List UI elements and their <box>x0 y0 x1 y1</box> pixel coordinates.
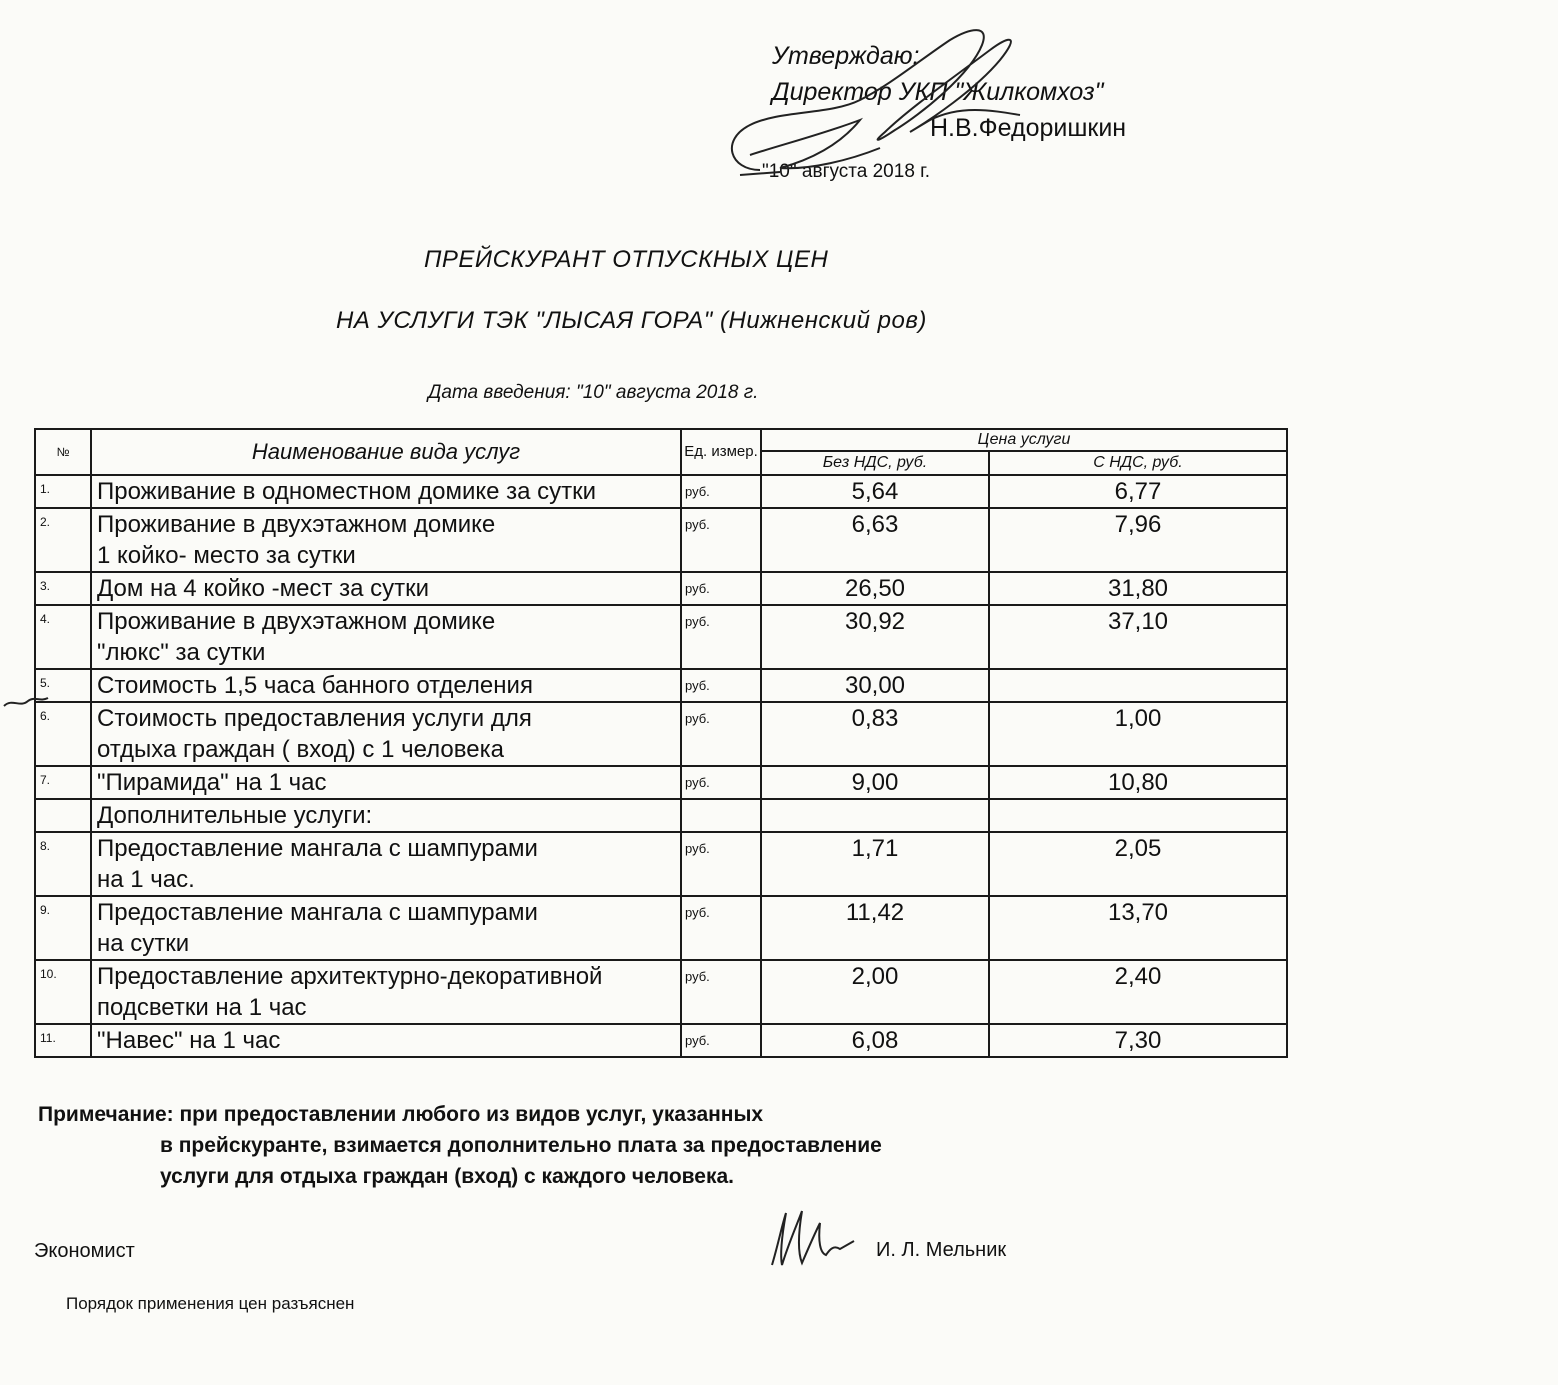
row-with-vat: 10,80 <box>989 766 1287 799</box>
table-row-section <box>35 799 1287 832</box>
row-unit <box>681 799 761 832</box>
row-with-vat: 2,40 <box>989 960 1287 1024</box>
row-no-vat: 5,64 <box>761 475 989 508</box>
table-row <box>35 832 1287 896</box>
row-with-vat: 13,70 <box>989 896 1287 960</box>
economist-signature <box>768 1205 868 1275</box>
table-row <box>35 508 1287 572</box>
explained-note: Порядок применения цен разъяснен <box>66 1294 355 1313</box>
row-unit: руб. <box>681 605 761 669</box>
note-line-3: услуги для отдыха граждан (вход) с каждого человека. <box>160 1165 735 1188</box>
row-name: Проживание в одноместном домике за сутки <box>91 475 681 508</box>
row-num: 9. <box>35 896 91 960</box>
row-no-vat <box>761 799 989 832</box>
row-num: 5. <box>35 669 91 702</box>
row-unit: руб. <box>681 766 761 799</box>
row-name: Дом на 4 койко -мест за сутки <box>91 572 681 605</box>
row-unit: руб. <box>681 896 761 960</box>
page-title: ПРЕЙСКУРАНТ ОТПУСКНЫХ ЦЕН <box>424 246 829 273</box>
row-with-vat: 2,05 <box>989 832 1287 896</box>
row-unit: руб. <box>681 475 761 508</box>
header-num: № <box>35 429 91 475</box>
row-unit: руб. <box>681 508 761 572</box>
row-with-vat: 6,77 <box>989 475 1287 508</box>
row-no-vat: 2,00 <box>761 960 989 1024</box>
table-row <box>35 572 1287 605</box>
table-row <box>35 960 1287 1024</box>
hand-mark <box>2 692 52 712</box>
row-unit: руб. <box>681 1024 761 1057</box>
row-no-vat: 11,42 <box>761 896 989 960</box>
row-with-vat <box>989 799 1287 832</box>
table-row <box>35 896 1287 960</box>
economist-label: Экономист <box>34 1240 135 1262</box>
row-with-vat: 37,10 <box>989 605 1287 669</box>
row-num <box>35 799 91 832</box>
director-signature <box>720 20 1040 190</box>
row-with-vat: 7,96 <box>989 508 1287 572</box>
note-line-1: Примечание: при предоставлении любого из видов услуг, указанных <box>38 1103 764 1126</box>
row-no-vat: 30,92 <box>761 605 989 669</box>
row-unit: руб. <box>681 702 761 766</box>
row-num: 8. <box>35 832 91 896</box>
row-with-vat: 7,30 <box>989 1024 1287 1057</box>
row-num: 7. <box>35 766 91 799</box>
table-row <box>35 605 1287 669</box>
row-no-vat: 6,63 <box>761 508 989 572</box>
row-num: 2. <box>35 508 91 572</box>
header-unit: Ед. измер. <box>681 429 761 475</box>
approval-line-3: Н.В.Федоришкин <box>930 114 1127 142</box>
row-with-vat <box>989 669 1287 702</box>
row-name: Проживание в двухэтажном домике 1 койко- место за сутки <box>91 508 681 572</box>
header-name: Наименование вида услуг <box>91 429 681 475</box>
row-with-vat: 1,00 <box>989 702 1287 766</box>
row-with-vat: 31,80 <box>989 572 1287 605</box>
row-name: Дополнительные услуги: <box>91 799 681 832</box>
note-line-2: в прейскуранте, взимается дополнительно плата за предоставление <box>160 1134 882 1157</box>
approval-line-2: Директор УКП "Жилкомхоз" <box>772 78 1104 106</box>
price-table <box>34 428 1288 1058</box>
row-no-vat: 9,00 <box>761 766 989 799</box>
header-no-vat: Без НДС, руб. <box>761 451 989 475</box>
header-price: Цена услуги <box>761 429 1287 451</box>
table-row <box>35 475 1287 508</box>
row-no-vat: 0,83 <box>761 702 989 766</box>
row-unit: руб. <box>681 960 761 1024</box>
approval-date: "10" августа 2018 г. <box>762 161 931 182</box>
row-name: "Навес" на 1 час <box>91 1024 681 1057</box>
row-unit: руб. <box>681 669 761 702</box>
row-num: 3. <box>35 572 91 605</box>
table-row <box>35 702 1287 766</box>
row-num: 6. <box>35 702 91 766</box>
table-row <box>35 669 1287 702</box>
row-num: 11. <box>35 1024 91 1057</box>
row-name: "Пирамида" на 1 час <box>91 766 681 799</box>
page-subtitle: НА УСЛУГИ ТЭК "ЛЫСАЯ ГОРА" (Нижненский ров) <box>336 307 927 334</box>
economist-name: И. Л. Мельник <box>876 1239 1007 1261</box>
row-num: 4. <box>35 605 91 669</box>
row-name: Стоимость 1,5 часа банного отделения <box>91 669 681 702</box>
row-name: Предоставление мангала с шампурами на сутки <box>91 896 681 960</box>
table-row <box>35 766 1287 799</box>
row-no-vat: 26,50 <box>761 572 989 605</box>
row-num: 10. <box>35 960 91 1024</box>
intro-date: Дата введения: "10" августа 2018 г. <box>428 382 759 403</box>
row-unit: руб. <box>681 572 761 605</box>
approval-line-1: Утверждаю: <box>772 42 920 70</box>
row-name: Стоимость предоставления услуги для отдыха граждан ( вход) с 1 человека <box>91 702 681 766</box>
row-name: Предоставление архитектурно-декоративной подсветки на 1 час <box>91 960 681 1024</box>
table-row <box>35 1024 1287 1057</box>
row-name: Предоставление мангала с шампурами на 1 час. <box>91 832 681 896</box>
row-name: Проживание в двухэтажном домике "люкс" за сутки <box>91 605 681 669</box>
row-no-vat: 30,00 <box>761 669 989 702</box>
row-num: 1. <box>35 475 91 508</box>
row-no-vat: 1,71 <box>761 832 989 896</box>
row-unit: руб. <box>681 832 761 896</box>
row-no-vat: 6,08 <box>761 1024 989 1057</box>
header-with-vat: С НДС, руб. <box>989 451 1287 475</box>
